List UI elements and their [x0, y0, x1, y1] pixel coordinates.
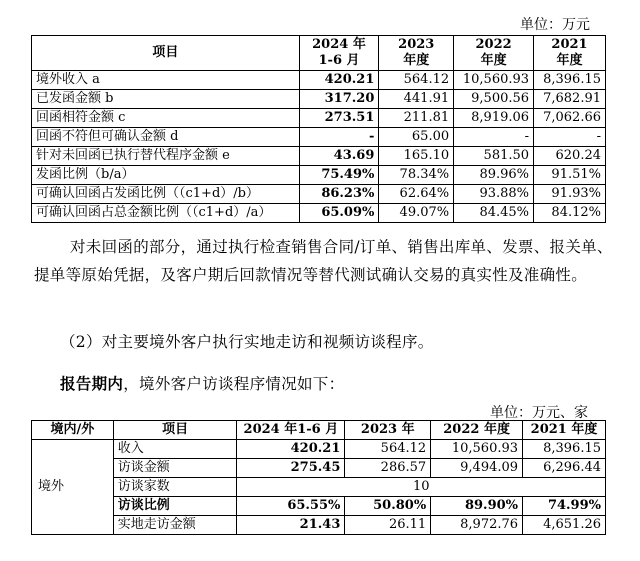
cell-2021: 84.12%: [534, 204, 606, 223]
table-row: [32, 128, 606, 147]
header-2024-text: 2024 年 1-6 月: [312, 37, 366, 68]
cell-2021: 7,062.66: [534, 109, 606, 128]
table-row: [32, 185, 606, 204]
cell-2024: 273.51: [299, 109, 379, 128]
cell-2023: 564.12: [345, 440, 431, 459]
cell-2023: 26.11: [345, 516, 431, 535]
cell-2024: 43.69: [299, 147, 379, 166]
header-2021: [534, 36, 606, 71]
cell-2024: 317.20: [299, 90, 379, 109]
cell-2021: 620.24: [534, 147, 606, 166]
cell-2023: 49.07%: [379, 204, 454, 223]
header-2023: [379, 36, 454, 71]
cell-2022: 10,560.93: [454, 71, 534, 90]
header-region: 境内/外: [32, 421, 114, 440]
header-item: 项目: [32, 36, 300, 71]
table-row: [32, 459, 606, 478]
paragraph-interview-intro: [60, 370, 640, 398]
header-2022: 2022 年度: [431, 421, 523, 440]
paragraph-text: 对未回函的部分，通过执行检查销售合同/订单、销售出库单、发票、报关单、提单等原始凭据，及客户期后回款情况等替代测试确认交易的真实性及准确性。: [34, 238, 613, 284]
paragraph-bold-lead: 报告期内: [60, 374, 124, 393]
cell-2021: 74.99%: [523, 497, 606, 516]
cell-merged: 10: [237, 478, 606, 497]
cell-2024: -: [299, 128, 379, 147]
cell-2023: 65.00: [379, 128, 454, 147]
cell-2024: 75.49%: [299, 166, 379, 185]
table-row: [32, 166, 606, 185]
table2-unit: 单位：万元、家: [490, 405, 588, 421]
row-label: 回函相符金额 c: [32, 109, 300, 128]
cell-2021: -: [534, 128, 606, 147]
cell-2021: 8,396.15: [523, 440, 606, 459]
header-2022: [454, 36, 534, 71]
row-label: 发函比例（b/a）: [32, 166, 300, 185]
cell-2024: 65.09%: [299, 204, 379, 223]
cell-2021: 91.93%: [534, 185, 606, 204]
header-2023-text: 2023 年度: [398, 37, 435, 68]
table1-unit: 单位：万元: [520, 17, 590, 33]
table-row: [32, 147, 606, 166]
table-row: [32, 109, 606, 128]
cell-2023: 78.34%: [379, 166, 454, 185]
cell-2023: 441.91: [379, 90, 454, 109]
header-2023: 2023 年: [345, 421, 431, 440]
cell-2023: 62.64%: [379, 185, 454, 204]
table-row: [32, 71, 606, 90]
cell-2022: 9,494.09: [431, 459, 523, 478]
cell-2023: 50.80%: [345, 497, 431, 516]
header-item: 项目: [113, 421, 237, 440]
confirmation-table: [31, 35, 606, 223]
table-row: [32, 478, 606, 497]
row-label: 访谈金额: [113, 459, 237, 478]
cell-2024: 65.55%: [237, 497, 345, 516]
row-label: 收入: [113, 440, 237, 459]
cell-2021: 8,396.15: [534, 71, 606, 90]
header-2024: [299, 36, 379, 71]
cell-2022: 89.96%: [454, 166, 534, 185]
table-row: [32, 90, 606, 109]
cell-2022: 8,919.06: [454, 109, 534, 128]
row-label: 访谈家数: [113, 478, 237, 497]
region-cell: 境外: [32, 440, 114, 535]
cell-2022: 10,560.93: [431, 440, 523, 459]
paragraph-rest: ，境外客户访谈程序情况如下：: [123, 375, 345, 393]
table-row: [32, 516, 606, 535]
row-label: 可确认回函占发函比例（（c1+d）/b）: [32, 185, 300, 204]
cell-2024: 86.23%: [299, 185, 379, 204]
cell-2023: 286.57: [345, 459, 431, 478]
header-2024: 2024 年1-6 月: [237, 421, 345, 440]
cell-2024: 420.21: [237, 440, 345, 459]
table-header-row: [32, 36, 606, 71]
cell-2024: 275.45: [237, 459, 345, 478]
row-label: 可确认回函占总金额比例（（c1+d）/a）: [32, 204, 300, 223]
cell-2023: 564.12: [379, 71, 454, 90]
paragraph-site-visits: （2）对主要境外客户执行实地走访和视频访谈程序。: [60, 333, 434, 351]
cell-2021: 7,682.91: [534, 90, 606, 109]
cell-2021: 4,651.26: [523, 516, 606, 535]
table-row: [32, 204, 606, 223]
table-row: [32, 497, 606, 516]
cell-2022: 89.90%: [431, 497, 523, 516]
cell-2022: 84.45%: [454, 204, 534, 223]
paragraph-alternative-tests: [34, 233, 614, 289]
row-label: 针对未回函已执行替代程序金额 e: [32, 147, 300, 166]
row-label: 实地走访金额: [113, 516, 237, 535]
cell-2022: 8,972.76: [431, 516, 523, 535]
row-label: 境外收入 a: [32, 71, 300, 90]
header-2022-text: 2022 年度: [475, 37, 512, 68]
cell-2024: 420.21: [299, 71, 379, 90]
interview-table: [31, 420, 606, 535]
header-2021: 2021 年度: [523, 421, 606, 440]
header-2021-text: 2021 年度: [551, 37, 588, 68]
cell-2023: 165.10: [379, 147, 454, 166]
table-header-row: [32, 421, 606, 440]
cell-2022: 581.50: [454, 147, 534, 166]
row-label: 已发函金额 b: [32, 90, 300, 109]
cell-2022: 93.88%: [454, 185, 534, 204]
cell-2021: 91.51%: [534, 166, 606, 185]
cell-2021: 6,296.44: [523, 459, 606, 478]
cell-2023: 211.81: [379, 109, 454, 128]
table-row: [32, 440, 606, 459]
cell-2024: 21.43: [237, 516, 345, 535]
row-label: 回函不符但可确认金额 d: [32, 128, 300, 147]
row-label: 访谈比例: [113, 497, 237, 516]
cell-2022: 9,500.56: [454, 90, 534, 109]
cell-2022: -: [454, 128, 534, 147]
